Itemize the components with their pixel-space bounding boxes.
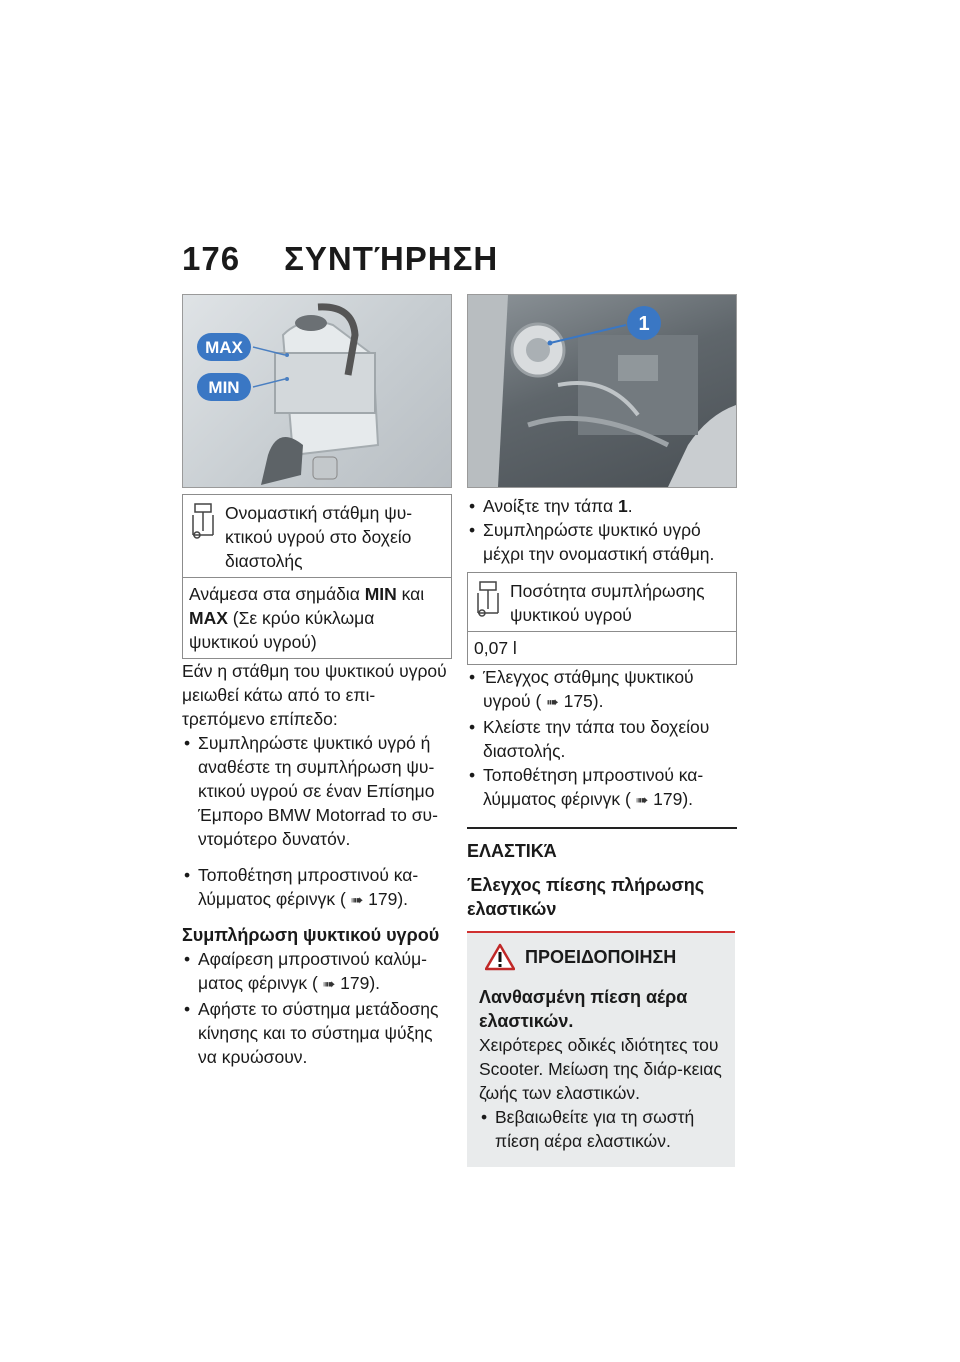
max-mark: MAX xyxy=(189,608,228,628)
coolant-tank-photo xyxy=(182,294,452,488)
specification-icon xyxy=(474,579,502,619)
page-ref[interactable]: 179). xyxy=(653,789,694,809)
left-column xyxy=(182,294,452,1069)
step-text: Τοποθέτηση μπροστινού κα-λύμματος φέρινγκ ( xyxy=(483,765,704,809)
page-title: ΣΥΝΤΉΡΗΣΗ xyxy=(284,240,499,277)
page-header xyxy=(182,240,498,278)
page-ref-arrow-icon: ➠ xyxy=(546,694,559,711)
warning-heading: Λανθασμένη πίεση αέρα ελαστικών. xyxy=(479,987,688,1031)
warning-text: Χειρότερες οδικές ιδιότητες του Scooter. Μείωση της διάρ-κειας ζωής των ελαστικών. xyxy=(479,1035,722,1103)
infobox-text: (Σε κρύο κύκλωμα ψυκτικού υγρού) xyxy=(189,608,375,652)
list-item xyxy=(182,863,452,913)
section-subhead: Συμπλήρωση ψυκτικού υγρού xyxy=(182,925,440,945)
infobox-title: Ποσότητα συμπλήρωσης ψυκτικού υγρού xyxy=(510,581,705,625)
list-item xyxy=(467,494,737,518)
page-ref-arrow-icon: ➠ xyxy=(635,792,649,809)
engine-bay-photo xyxy=(467,294,737,488)
infobox-body xyxy=(183,578,451,658)
warning-box xyxy=(467,931,735,1167)
max-label: MAX xyxy=(205,338,243,357)
page-ref[interactable]: 179). xyxy=(368,889,409,909)
step-text: Τοποθέτηση μπροστινού κα-λύμματος φέρινγκ ( xyxy=(198,865,419,909)
page-ref[interactable]: 175). xyxy=(563,691,604,711)
section-title: ΕΛΑΣΤΙΚΆ xyxy=(467,827,737,863)
warning-header xyxy=(485,943,723,971)
fill-quantity-infobox xyxy=(467,572,737,665)
warning-triangle-icon xyxy=(485,943,515,971)
coolant-level-infobox xyxy=(182,494,452,659)
page-ref-arrow-icon: ➠ xyxy=(322,976,336,993)
list-item: • Συμπληρώστε ψυκτικό υγρό ή αναθέστε τη συμπλήρωση ψυ-κτικού υγρού σε έναν Επίσημο Έμπορο BMW Motorrad το συ-ντομότερο δυνατόν. xyxy=(182,731,452,851)
page-ref[interactable]: 179). xyxy=(340,973,381,993)
callout-1-label: 1 xyxy=(638,313,650,335)
list-item: • Κλείστε την τάπα του δοχείου διαστολής. xyxy=(467,715,737,763)
specification-icon xyxy=(189,501,217,541)
page-ref-arrow-icon: ➠ xyxy=(350,892,364,909)
warning-actions xyxy=(479,1105,723,1153)
infobox-text: και xyxy=(396,584,425,604)
warning-title: ΠΡΟΕΙΔΟΠΟΙΗΣΗ xyxy=(525,947,677,967)
list-item: • Αφήστε το σύστημα μετάδοσης κίνησης και το σύστημα ψύξης να κρυώσουν. xyxy=(182,997,452,1069)
min-label: MIN xyxy=(208,378,240,397)
cap-ref: 1 xyxy=(617,496,628,516)
low-level-steps xyxy=(182,731,452,913)
list-item: • Συμπληρώστε ψυκτικό υγρό μέχρι την ονομαστική στάθμη. xyxy=(467,518,737,566)
step-text: Ανοίξτε την τάπα xyxy=(483,496,618,516)
step-text: . xyxy=(627,496,633,516)
infobox-text: Ανάμεσα στα σημάδια xyxy=(189,584,365,604)
step-text: Έλεγχος στάθμης ψυκτικού υγρού ( xyxy=(483,667,694,711)
list-item: • Βεβαιωθείτε για τη σωστή πίεση αέρα ελαστικών. xyxy=(479,1105,723,1153)
page-number: 176 xyxy=(182,240,241,277)
infobox-title: Ονομαστική στάθμη ψυ-κτικού υγρού στο δοχείο διαστολής xyxy=(225,503,413,571)
section-subhead: Έλεγχος πίεσης πλήρωσης ελαστικών xyxy=(467,875,705,919)
list-item xyxy=(182,947,452,997)
right-column xyxy=(467,294,737,1167)
list-item xyxy=(467,763,737,813)
step-text: Αφαίρεση μπροστινού καλύμ-ματος φέρινγκ ( xyxy=(198,949,428,993)
coolant-tank-illustration xyxy=(183,295,451,487)
refill-steps-continued xyxy=(467,494,737,566)
low-level-intro: Εάν η στάθμη του ψυκτικού υγρού μειωθεί κάτω από το επι-τρεπόμενο επίπεδο: xyxy=(182,661,447,729)
list-item xyxy=(467,665,737,715)
infobox-body: 0,07 l xyxy=(474,638,517,658)
refill-steps xyxy=(182,947,452,1069)
engine-bay-illustration xyxy=(468,295,736,487)
finish-steps xyxy=(467,665,737,813)
min-mark: MIN xyxy=(364,584,397,604)
